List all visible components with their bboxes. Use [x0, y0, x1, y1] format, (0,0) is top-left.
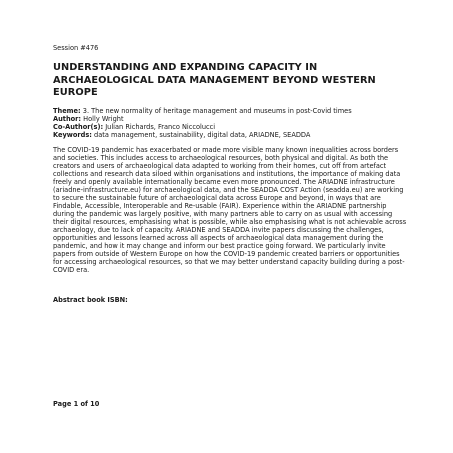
session-number: Session #476 [53, 44, 99, 52]
keywords-line [53, 131, 413, 139]
theme-label: Theme: [53, 107, 81, 115]
author-label: Author: [53, 115, 82, 123]
author-line [53, 115, 413, 123]
session-title: UNDERSTANDING AND EXPANDING CAPACITY IN ARCHAEOLOGICAL DATA MANAGEMENT BEYOND WESTERN EUROPE [53, 62, 376, 98]
abstract-text: The COVID-19 pandemic has exacerbated or made more visible many known inequalities across borders and societies. This includes access to archaeological resources, both physical and digital. As both the creators and users of archaeological data adapted to working from their homes, cut off from artefact collections and research data siloed within organisations and institutions, the importance of making data freely and openly available internationally became even more pronounced. The ARIADNE infrastructure (ariadne-infrastructure.eu) for archaeological data, and the SEADDA COST Action (seadda.eu) are working to secure the sustainable future of archaeological data across Europe and beyond, in ways that are Findable, Accessible, Interoperable and Re-usable (FAIR). Experience within the ARIADNE partnership during the pandemic was largely positive, with many partners able to carry on as usual with accessing their digital resources, emphasising what is possible, while also emphasising what is not achievable across archaeology, due to lack of capacity. ARIADNE and SEADDA invite papers discussing the challenges, opportunities and lessons learned across all aspects of archaeological data management during the pandemic, and how it may change and inform our best practice going forward. We particularly invite papers from outside of Western Europe on how the COVID-19 pandemic created barriers or opportunities for accessing archaeological resources, so that we may better understand capacity building during a post-COVID era. [53, 146, 407, 274]
author-value: Holly Wright [81, 115, 124, 123]
coauthors-value: Julian Richards, Franco Niccolucci [103, 123, 216, 131]
theme-line [53, 107, 413, 115]
theme-value: 3. The new normality of heritage management and museums in post-Covid times [80, 107, 352, 115]
page-number-footer: Page 1 of 10 [53, 400, 100, 408]
session-metadata [53, 107, 413, 139]
coauthors-line [53, 123, 413, 131]
keywords-value: data management, sustainability, digital data, ARIADNE, SEADDA [91, 131, 311, 139]
abstract-book-isbn: Abstract book ISBN: [53, 296, 128, 304]
keywords-label: Keywords: [53, 131, 92, 139]
coauthors-label: Co-Author(s): [53, 123, 104, 131]
